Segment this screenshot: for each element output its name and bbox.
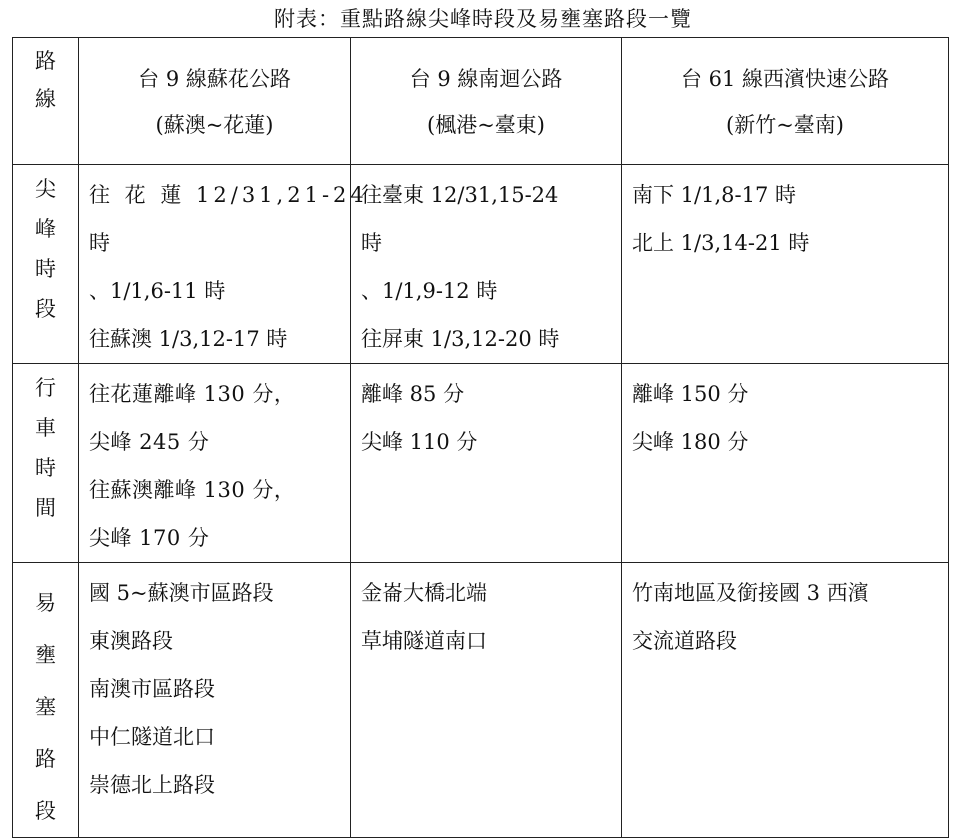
- cell-line: 崇德北上路段: [89, 773, 215, 797]
- table-row-peak-hours: [13, 165, 949, 364]
- corner-label-cell: [13, 38, 79, 165]
- travel-time-suhua-cell: [79, 364, 351, 563]
- route-name: 台 9 線蘇花公路: [138, 67, 291, 91]
- cell-line: 往蘇澳離峰 130 分，: [89, 478, 296, 502]
- row-label-char: 行: [35, 376, 56, 400]
- cell-line: 南澳市區路段: [89, 677, 215, 701]
- cell-line: 往臺東 12/31,15-24: [361, 183, 559, 207]
- row-label-congestion: [13, 563, 79, 838]
- cell-line: 金崙大橋北端: [361, 581, 487, 605]
- row-label-char: 段: [35, 799, 56, 823]
- corner-label-char: 線: [35, 87, 56, 111]
- cell-line: 北上 1/3,14-21 時: [632, 231, 810, 255]
- cell-line: 尖峰 245 分: [89, 430, 210, 454]
- congestion-nanhui-cell: [351, 563, 622, 838]
- cell-line: 尖峰 170 分: [89, 526, 210, 550]
- table-caption: 附表：重點路線尖峰時段及易壅塞路段一覽: [274, 7, 692, 31]
- table-row-congestion: [13, 563, 949, 838]
- cell-line: 時: [89, 231, 110, 255]
- cell-line: 國 5~蘇澳市區路段: [89, 581, 274, 605]
- row-label-travel-time: [13, 364, 79, 563]
- peak-hours-xibin-cell: [622, 165, 949, 364]
- cell-line: 往 花 蓮 12/31,21-24: [89, 183, 368, 207]
- table-row-travel-time: [13, 364, 949, 563]
- route-name: 台 61 線西濱快速公路: [680, 67, 890, 91]
- row-label-char: 間: [35, 496, 56, 520]
- cell-line: 時: [361, 231, 382, 255]
- row-label-char: 時: [35, 257, 56, 281]
- cell-line: 往花蓮離峰 130 分，: [89, 382, 296, 406]
- route-name: 台 9 線南迴公路: [409, 67, 563, 91]
- cell-line: 尖峰 180 分: [632, 430, 749, 454]
- route-section: (新竹~臺南): [726, 113, 844, 137]
- row-label-char: 段: [35, 297, 56, 321]
- route-table: [12, 37, 949, 838]
- route-header-suhua: [79, 38, 351, 165]
- cell-line: 離峰 85 分: [361, 382, 465, 406]
- travel-time-xibin-cell: [622, 364, 949, 563]
- peak-hours-suhua-cell: [79, 165, 368, 364]
- cell-line: 中仁隧道北口: [89, 725, 215, 749]
- cell-line: 往蘇澳 1/3,12-17 時: [89, 327, 288, 351]
- cell-line: 、1/1,9-12 時: [361, 279, 498, 303]
- cell-line: 竹南地區及銜接國 3 西濱: [632, 581, 869, 605]
- travel-time-nanhui-cell: [351, 364, 622, 563]
- row-label-char: 路: [35, 747, 56, 771]
- row-label-char: 易: [35, 591, 56, 615]
- cell-line: 尖峰 110 分: [361, 430, 478, 454]
- cell-line: 交流道路段: [632, 629, 737, 653]
- row-label-peak-hours: [13, 165, 79, 364]
- route-section: (蘇澳~花蓮): [155, 113, 274, 137]
- cell-line: 離峰 150 分: [632, 382, 749, 406]
- row-label-char: 塞: [35, 695, 56, 719]
- cell-line: 、1/1,6-11 時: [89, 279, 226, 303]
- row-label-char: 壅: [35, 643, 56, 667]
- congestion-xibin-cell: [622, 563, 949, 838]
- table-header-row: [13, 38, 949, 165]
- route-header-nanhui: [351, 38, 622, 165]
- row-label-char: 車: [35, 416, 56, 440]
- route-header-xibin: [622, 38, 949, 165]
- row-label-char: 峰: [35, 217, 56, 241]
- peak-hours-nanhui-cell: [351, 165, 622, 364]
- cell-line: 草埔隧道南口: [361, 629, 487, 653]
- row-label-char: 尖: [35, 177, 56, 201]
- cell-line: 東澳路段: [89, 629, 173, 653]
- corner-label-char: 路: [35, 49, 56, 73]
- cell-line: 南下 1/1,8-17 時: [632, 183, 797, 207]
- cell-line: 往屏東 1/3,12-20 時: [361, 327, 560, 351]
- congestion-suhua-cell: [79, 563, 351, 838]
- route-section: (楓港~臺東): [427, 113, 545, 137]
- row-label-char: 時: [35, 456, 56, 480]
